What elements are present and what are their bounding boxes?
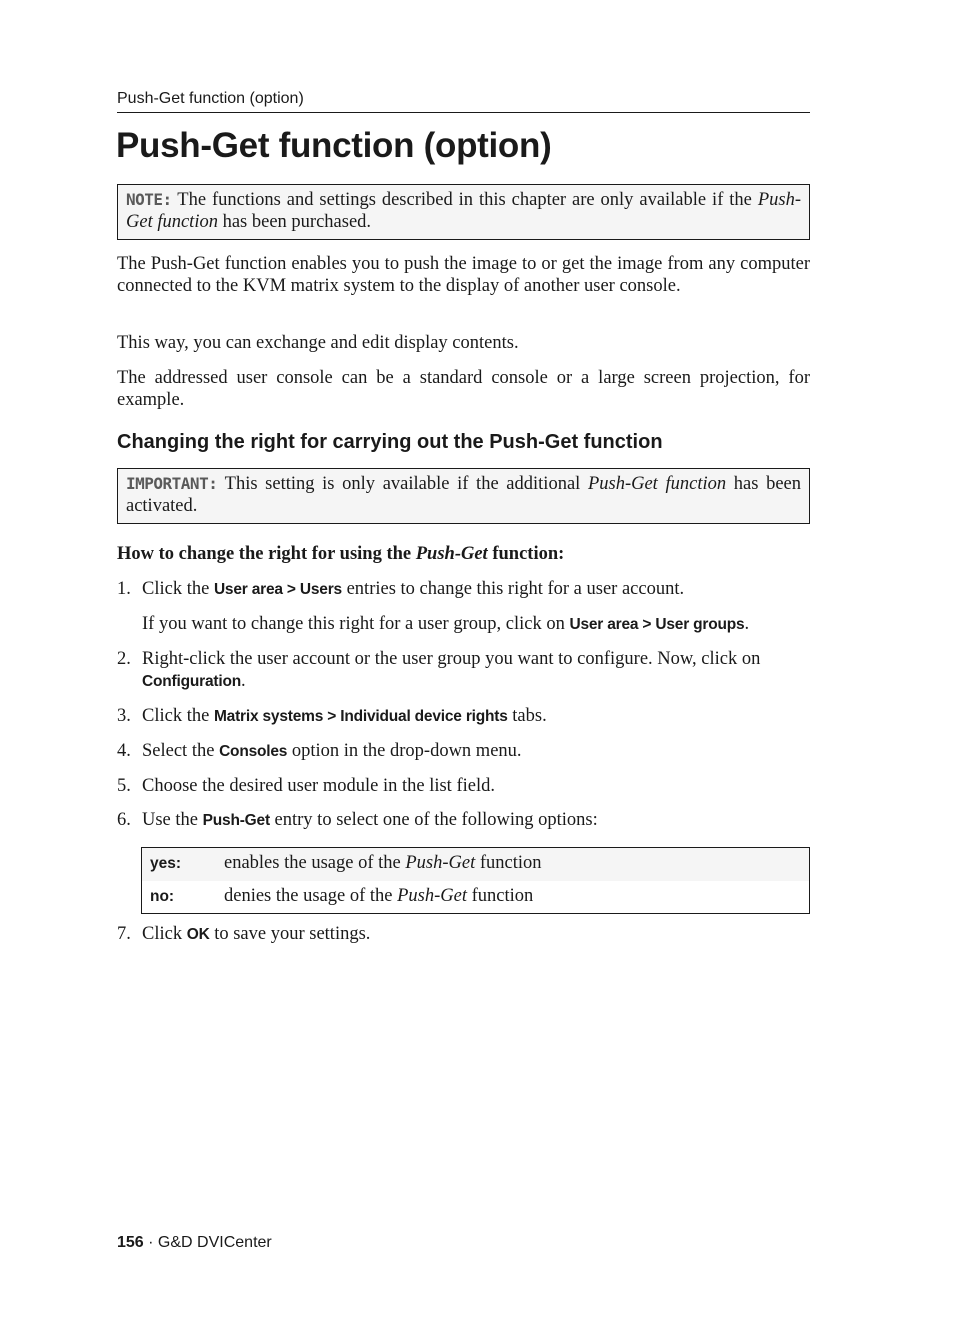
step-2	[117, 648, 810, 692]
step-4	[117, 740, 810, 762]
option-text-a: enables the usage of the	[224, 853, 406, 873]
step-1	[117, 578, 810, 600]
intro-paragraph-3: The addressed user console can be a standard console or a large screen projection, for example.	[117, 368, 810, 410]
step-number: 5.	[117, 776, 131, 796]
note-text-2: has been purchased.	[217, 212, 372, 232]
ui-reference: Consoles	[219, 743, 288, 760]
page-footer	[117, 1233, 272, 1253]
step-5	[117, 775, 810, 797]
step-text-b: .	[744, 614, 750, 634]
step-text	[142, 578, 810, 601]
option-italic: Push-Get	[397, 886, 467, 906]
howto-text-1: How to change the right for using the	[117, 544, 416, 564]
ui-reference: OK	[186, 926, 210, 943]
options-table	[141, 847, 810, 914]
option-row-yes	[142, 848, 809, 881]
step-6	[117, 809, 810, 831]
intro-paragraph-1: The Push-Get function enables you to push the image to or get the image from any computer connected to the KVM matrix system to the display of another user console.	[117, 254, 810, 296]
option-text-b: function	[467, 886, 534, 906]
note-italic: Push-Get function	[126, 190, 801, 232]
ui-reference: Matrix systems > Individual device rights	[213, 708, 508, 725]
step-text-a: Select the	[142, 741, 220, 761]
important-text-1: This setting is only available if the additional	[217, 474, 588, 494]
step-text-a: Click the	[142, 706, 214, 726]
ui-reference: Configuration	[142, 673, 241, 690]
footer-separator: ·	[143, 1234, 158, 1251]
step-text-b: option in the drop-down menu.	[287, 741, 522, 761]
product-name: G&D DVICenter	[157, 1234, 272, 1251]
step-text-a: Right-click the user account or the user group you want to configure. Now, click on	[142, 649, 761, 669]
intro-paragraph-2: This way, you can exchange and edit display contents.	[117, 333, 519, 353]
step-text	[142, 613, 810, 636]
note-text-1: The functions and settings described in this chapter are only available if the	[171, 190, 758, 210]
step-text	[142, 740, 810, 763]
step-text-a: If you want to change this right for a user group, click on	[142, 614, 570, 634]
running-head: Push-Get function (option)	[117, 89, 810, 113]
note-box	[117, 184, 810, 240]
howto-text-2: function:	[487, 544, 565, 564]
important-box	[117, 468, 810, 524]
step-text-b: to save your settings.	[209, 924, 371, 944]
step-text	[142, 923, 810, 946]
option-text-a: denies the usage of the	[224, 886, 398, 906]
ui-reference: User area > Users	[213, 581, 342, 598]
section-heading: Changing the right for carrying out the Push-Get function	[117, 431, 663, 453]
important-tag: IMPORTANT:	[126, 474, 218, 493]
howto-heading	[117, 543, 564, 565]
step-number: 4.	[117, 741, 131, 761]
step-number: 3.	[117, 706, 131, 726]
step-number: 6.	[117, 810, 131, 830]
note-tag: NOTE:	[126, 190, 172, 209]
step-3	[117, 705, 810, 727]
option-key: yes:	[150, 855, 182, 872]
step-number: 7.	[117, 924, 131, 944]
option-row-no	[142, 881, 809, 913]
step-text: Choose the desired user module in the list field.	[142, 776, 495, 796]
option-description	[224, 852, 542, 874]
ui-reference: Push-Get	[202, 812, 270, 829]
howto-italic: Push-Get	[415, 544, 488, 564]
option-italic: Push-Get	[405, 853, 476, 873]
step-text	[142, 809, 810, 832]
option-key: no:	[150, 888, 175, 905]
important-text-2: has been activated.	[126, 474, 801, 516]
step-text-a: Use the	[142, 810, 203, 830]
step-number: 2.	[117, 649, 131, 669]
step-number: 1.	[117, 579, 131, 599]
step-text-a: Click the	[142, 579, 214, 599]
step-7	[117, 923, 810, 945]
chapter-title: Push-Get function (option)	[116, 126, 552, 165]
step-text	[142, 648, 810, 693]
step-text-a: Click	[142, 924, 187, 944]
step-1-note	[117, 613, 810, 635]
page-number: 156	[117, 1234, 144, 1251]
ui-reference: User area > User groups	[569, 616, 745, 633]
option-description	[224, 885, 533, 907]
important-italic: Push-Get function	[587, 474, 727, 494]
step-text-b: .	[241, 671, 246, 691]
option-text-b: function	[475, 853, 542, 873]
step-text-b: entries to change this right for a user account.	[341, 579, 685, 599]
step-text-b: entry to select one of the following options:	[269, 810, 598, 830]
step-text	[142, 705, 810, 728]
step-text-b: tabs.	[507, 706, 547, 726]
